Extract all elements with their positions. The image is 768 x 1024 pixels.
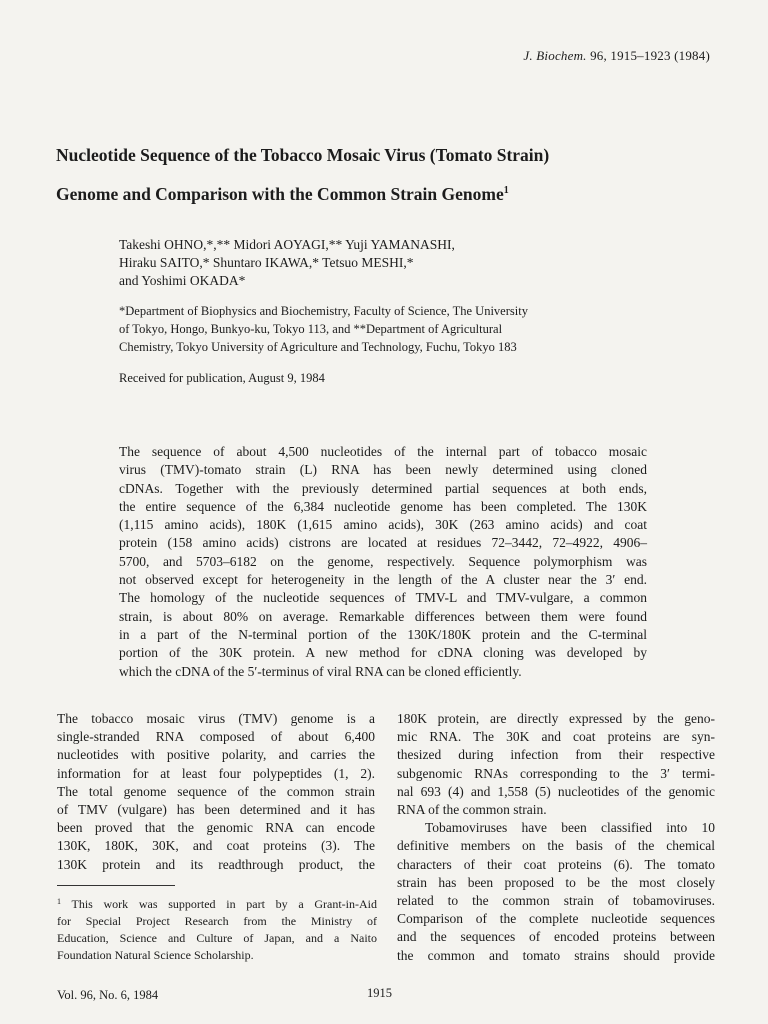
body-line: been proved that the genomic RNA can encode [57, 820, 375, 836]
body-line: nucleotides with positive polarity, and carries the [57, 747, 375, 763]
footnote-line: for Special Project Research from the Ministry of [57, 914, 377, 928]
abstract-line: portion of the 30K protein. A new method for cDNA cloning was developed by [119, 645, 647, 661]
title-footnote-mark: 1 [503, 185, 509, 196]
journal-citation [523, 48, 710, 64]
received-date: Received for publication, August 9, 1984 [119, 371, 325, 385]
abstract-line: protein (158 amino acids) cistrons are located at residues 72–3442, 72–4922, 4906– [119, 535, 647, 551]
body-line: Tobamoviruses have been classified into 10 [425, 820, 715, 836]
footnote-line-1 [57, 893, 377, 913]
affiliations [119, 302, 589, 356]
footnote [57, 893, 377, 964]
abstract-line: 5700, and 5703–6182 on the genome, respectively. Sequence polymorphism was [119, 553, 647, 569]
footnote-line: Education, Science and Culture of Japan, and a Naito [57, 931, 377, 945]
footnote-line: Foundation Natural Science Scholarship. [57, 948, 254, 962]
title-line-1: Nucleotide Sequence of the Tobacco Mosaic Virus (Tomato Strain) [56, 145, 550, 165]
abstract-line: not observed except for heterogeneity in the length of the A cluster near the 3′ end. [119, 572, 647, 588]
affiliation-line: Chemistry, Tokyo University of Agriculture and Technology, Fuchu, Tokyo 183 [119, 340, 517, 354]
body-line: the common and tomato strains should provide [397, 947, 715, 963]
abstract-line: cDNAs. Together with the previously determined partial sequences at both ends, [119, 480, 647, 496]
body-line: mic RNA. The 30K and coat proteins are syn- [397, 729, 715, 745]
body-line: 130K protein and its readthrough product, the [57, 856, 375, 872]
abstract-line: The homology of the nucleotide sequences of TMV-L and TMV-vulgare, a common [119, 590, 647, 606]
body-line: The total genome sequence of the common strain [57, 783, 375, 799]
body-line: and the sequences of encoded proteins between [397, 929, 715, 945]
body-line: information for at least four polypeptides (1, 2). [57, 765, 375, 781]
body-line: characters of their coat proteins (6). The tomato [397, 856, 715, 872]
page-number: 1915 [367, 986, 392, 1000]
body-line: of TMV (vulgare) has been determined and it has [57, 802, 375, 818]
body-line: subgenomic RNAs corresponding to the 3′ termi- [397, 765, 715, 781]
abstract-line: The sequence of about 4,500 nucleotides of the internal part of tobacco mosaic [119, 444, 647, 459]
body-line: strain has been proposed to be the most closely [397, 874, 715, 890]
abstract-line: which the cDNA of the 5′-terminus of viral RNA can be cloned efficiently. [119, 663, 522, 679]
abstract-line: the entire sequence of the 6,384 nucleotide genome has been completed. The 130K [119, 498, 647, 514]
author-line: and Yoshimi OKADA* [119, 273, 246, 288]
abstract-line: virus (TMV)-tomato strain (L) RNA has been newly determined using cloned [119, 462, 647, 478]
footnote-mark: 1 [57, 897, 61, 906]
abstract [119, 443, 647, 681]
body-line: 130K, 180K, 30K, and coat proteins (3). The [57, 838, 375, 854]
footnote-divider [57, 885, 175, 886]
body-line: The tobacco mosaic virus (TMV) genome is a [57, 711, 375, 726]
footnote-text: This work was supported in part by a Grant-in-Aid [71, 897, 377, 911]
article-title [56, 137, 716, 212]
abstract-line: (1,115 amino acids), 180K (1,615 amino acids), 30K (263 amino acids) and coat [119, 517, 647, 533]
body-line: RNA of the common strain. [397, 802, 547, 818]
author-line: Hiraku SAITO,* Shuntaro IKAWA,* Tetsuo MESHI,* [119, 255, 414, 270]
abstract-line: strain, is about 80% on average. Remarkable differences between them were found [119, 608, 647, 624]
body-column-left [57, 710, 375, 874]
body-line: related to the common strain of tobamoviruses. [397, 893, 715, 909]
body-line: thesized during infection from their respective [397, 747, 715, 763]
title-line-2-text: Genome and Comparison with the Common Strain Genome [56, 184, 504, 204]
body-line: single-stranded RNA composed of about 6,400 [57, 729, 375, 745]
abstract-line: in a part of the N-terminal portion of the 130K/180K protein and the C-terminal [119, 626, 647, 642]
body-line: 180K protein, are directly expressed by the geno- [397, 711, 715, 726]
author-line: Takeshi OHNO,*,** Midori AOYAGI,** Yuji YAMANASHI, [119, 237, 455, 252]
title-line-2 [56, 173, 716, 212]
author-list [119, 236, 455, 290]
footer-volume: Vol. 96, No. 6, 1984 [57, 988, 159, 1002]
affiliation-line: *Department of Biophysics and Biochemistry, Faculty of Science, The University [119, 304, 528, 318]
affiliation-line: of Tokyo, Hongo, Bunkyo-ku, Tokyo 113, and **Department of Agricultural [119, 322, 503, 336]
body-line: definitive members on the basis of the chemical [397, 838, 715, 854]
journal-name: J. Biochem. [523, 48, 587, 63]
body-line: nal 693 (4) and 1,558 (5) nucleotides of the genomic [397, 783, 715, 799]
journal-volume-pages: 96, 1915–1923 (1984) [590, 48, 710, 63]
body-line: Comparison of the complete nucleotide sequences [397, 911, 715, 927]
body-column-right [397, 710, 715, 965]
